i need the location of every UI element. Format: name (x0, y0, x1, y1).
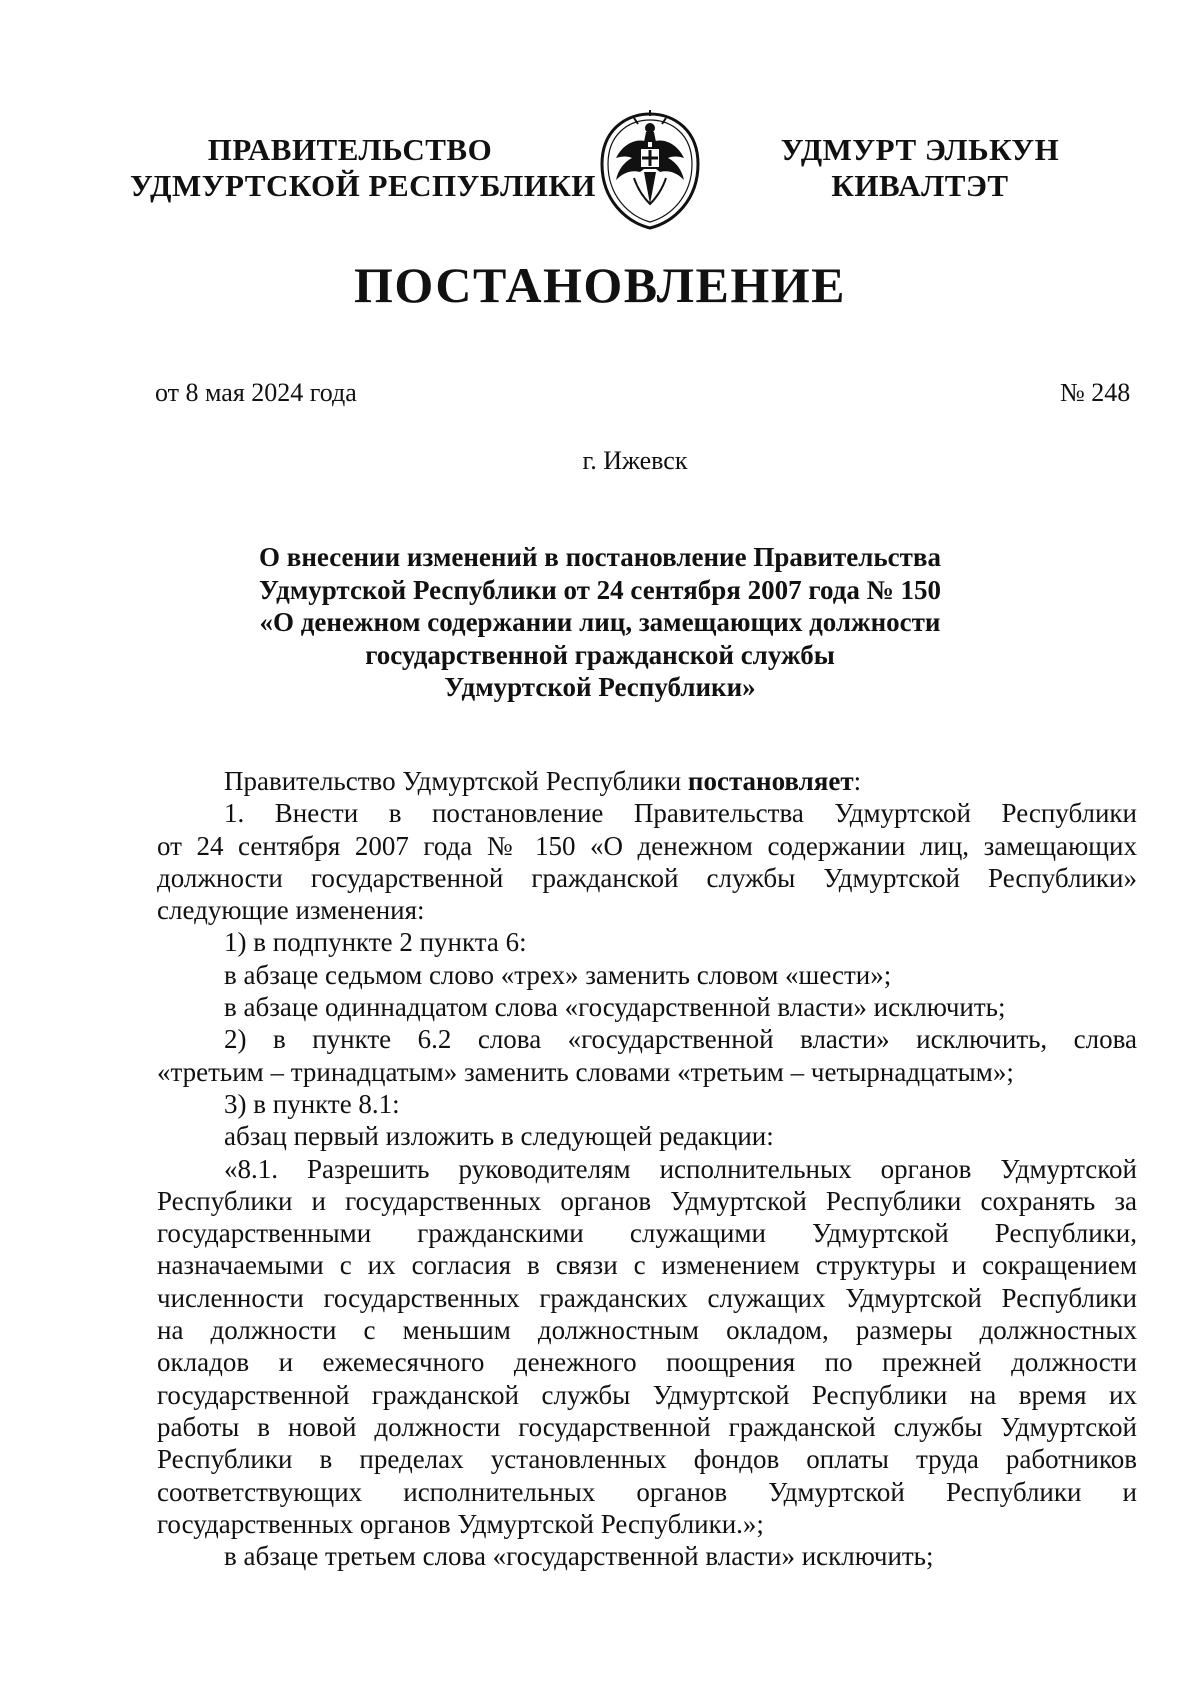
body-line: 1) в подпункте 2 пункта 6: (224, 927, 527, 958)
body-line: в абзаце одиннадцатом слова «государственной власти» исключить; (224, 992, 1006, 1023)
body-line: должности государственной гражданской службы Удмуртской Республики» (157, 862, 1137, 893)
body-line: следующие изменения: (157, 895, 425, 926)
subject-line: Удмуртской Республики» (444, 672, 756, 702)
body-line: работы в новой должности государственной гражданской службы Удмуртской (157, 1411, 1137, 1442)
intro-verb: постановляет (687, 766, 854, 796)
document-date: от 8 мая 2024 года (155, 378, 357, 407)
body-intro (157, 765, 1137, 797)
header-right (760, 132, 1080, 204)
body-line: назначаемыми с их согласия в связи с изменением структуры и сокращением (157, 1250, 1137, 1281)
header-right-line-2: КИВАЛТЭТ (831, 168, 1009, 203)
body-line: 1. Внести в постановление Правительства Удмуртской Республики (224, 798, 1137, 829)
body-line: Республики в пределах установленных фондов оплаты труда работников (157, 1444, 1137, 1475)
udmurt-coat-of-arms-icon (594, 108, 706, 232)
body-line: государственной гражданской службы Удмуртской Республики на время их (157, 1379, 1137, 1410)
body-line: в абзаце третьем слова «государственной власти» исключить; (224, 1541, 934, 1572)
subject-line: О внесении изменений в постановление Правительства (259, 542, 941, 572)
body-line: 2) в пункте 6.2 слова «государственной власти» исключить, слова (224, 1024, 1137, 1055)
subject-line: государственной гражданской службы (365, 639, 835, 670)
document-subject (160, 541, 1040, 704)
subject-line: Удмуртской Республики от 24 сентября 2007 года № 150 (258, 574, 942, 605)
body-line: «третьим – тринадцатым» заменить словами «третьим – четырнадцатым»; (157, 1056, 1014, 1087)
header-left (130, 132, 596, 204)
body-line: абзац первый изложить в следующей редакции: (224, 1121, 774, 1152)
intro-text: Правительство Удмуртской Республики (224, 766, 688, 796)
body-line: государственных органов Удмуртской Республики.»; (157, 1508, 764, 1539)
header-left-line-2: УДМУРТСКОЙ РЕСПУБЛИКИ (130, 168, 596, 203)
body-line: соответствующих исполнительных органов Удмуртской Республики и (157, 1476, 1137, 1507)
body-line: численности государственных гражданских служащих Удмуртской Республики (157, 1282, 1137, 1313)
subject-line: «О денежном содержании лиц, замещающих должности (259, 607, 941, 637)
document-body (157, 765, 1137, 1572)
document-number: № 248 (1060, 378, 1131, 407)
header-right-line-1: УДМУРТ ЭЛЬКУН (780, 132, 1060, 167)
body-line: 3) в пункте 8.1: (224, 1088, 400, 1119)
document-title: ПОСТАНОВЛЕНИЕ (354, 257, 846, 313)
body-line: от 24 сентября 2007 года № 150 «О денежном содержании лиц, замещающих (157, 830, 1137, 861)
intro-colon: : (853, 766, 862, 796)
header-left-line-1: ПРАВИТЕЛЬСТВО (207, 132, 493, 167)
body-line: государственными гражданскими служащими Удмуртской Республики, (157, 1218, 1137, 1249)
body-line: окладов и ежемесячного денежного поощрения по прежней должности (157, 1347, 1137, 1378)
body-line: «8.1. Разрешить руководителям исполнительных органов Удмуртской (224, 1153, 1137, 1184)
document-city: г. Ижевск (582, 446, 688, 475)
body-line: на должности с меньшим должностным окладом, размеры должностных (157, 1315, 1137, 1346)
body-line: в абзаце седьмом слово «трех» заменить словом «шести»; (224, 959, 892, 990)
body-line: Республики и государственных органов Удмуртской Республики сохранять за (157, 1185, 1137, 1216)
